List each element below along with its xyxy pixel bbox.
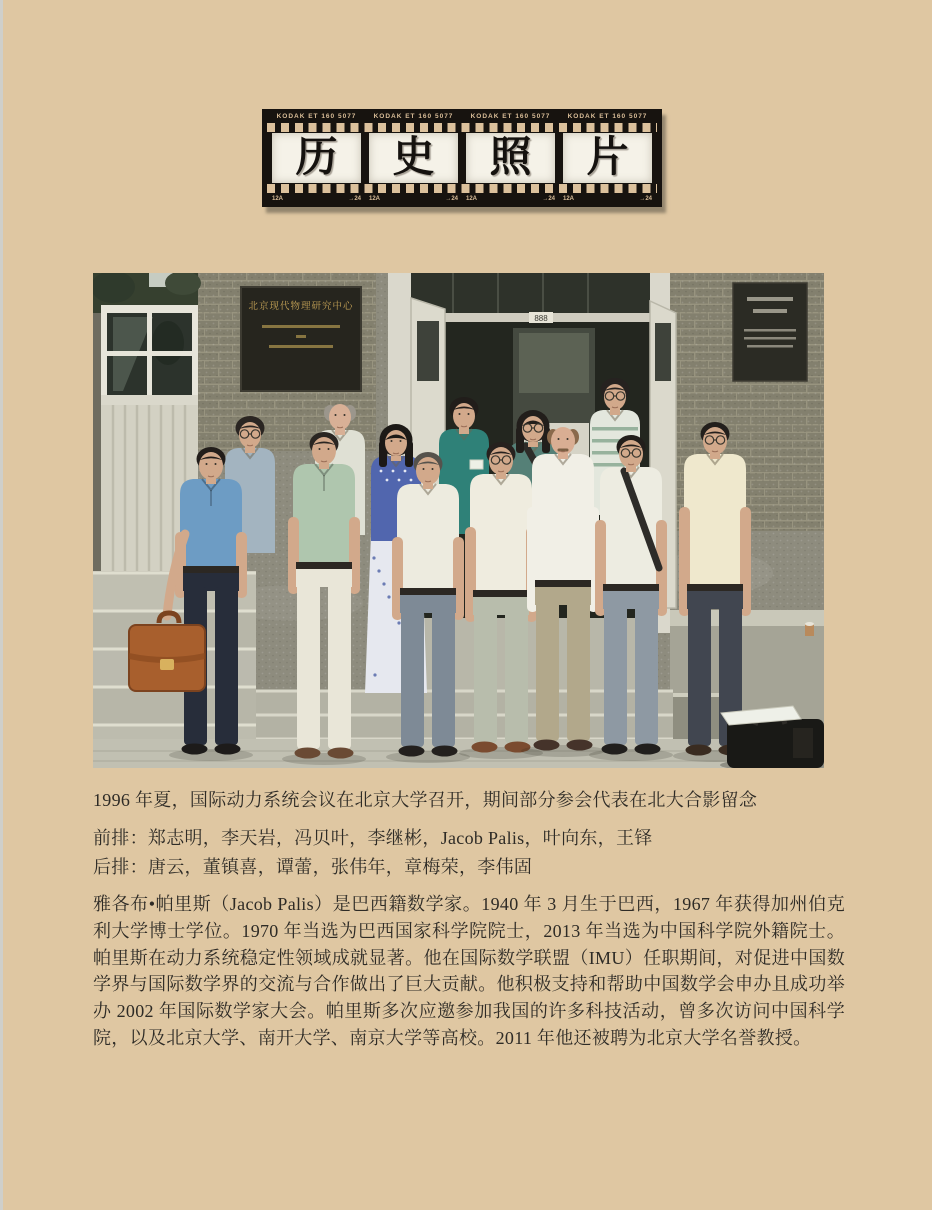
- edge-mark: →24: [542, 196, 555, 202]
- film-frame: [272, 133, 361, 183]
- film-sprocket-holes-bottom: [267, 184, 657, 193]
- name-list: [93, 824, 845, 881]
- film-frame: [563, 133, 652, 183]
- film-sprocket-holes-top: [267, 123, 657, 132]
- right-plaque: [733, 283, 807, 381]
- left-plaque: [241, 287, 361, 391]
- film-stock-label: KODAK ET 160 5077: [567, 113, 648, 120]
- photo-caption: 1996 年夏，国际动力系统会议在北京大学召开，期间部分参会代表在北大合影留念: [93, 790, 758, 810]
- film-frames: [262, 133, 662, 183]
- film-stock-label: KODAK ET 160 5077: [276, 113, 357, 120]
- edge-mark: 12A: [466, 196, 478, 202]
- front-row-names: 前排：郑志明，李天岩，冯贝叶，李继彬，Jacob Palis，叶向东，王铎: [93, 828, 653, 848]
- title-char: 历: [295, 135, 338, 181]
- edge-mark: →24: [348, 196, 361, 202]
- group-photo-scene: [93, 273, 824, 768]
- film-frame: [466, 133, 555, 183]
- edge-mark: →24: [445, 196, 458, 202]
- title-char: 史: [392, 135, 435, 181]
- back-row-names: 后排：唐云，董镇喜，谭蕾，张伟年，章梅荣，李伟固: [93, 856, 533, 877]
- film-frame: [369, 133, 458, 183]
- edge-mark: 12A: [272, 196, 284, 202]
- window-sill: [101, 395, 198, 405]
- film-edge-marks: [262, 194, 662, 205]
- paper-cup: [805, 622, 814, 636]
- film-stock-label: KODAK ET 160 5077: [373, 113, 454, 120]
- plaque-title: 北京现代物理研究中心: [248, 302, 354, 312]
- title-char: 片: [586, 135, 629, 181]
- title-char: 照: [489, 135, 532, 181]
- edge-mark: 12A: [563, 196, 575, 202]
- edge-mark: →24: [639, 196, 652, 202]
- film-stock-labels: [262, 111, 662, 122]
- film-strip-header: [262, 109, 662, 207]
- group-photo: [93, 273, 824, 768]
- edge-mark: 12A: [369, 196, 381, 202]
- door-number: 888: [534, 314, 548, 323]
- biography-paragraph: 雅各布•帕里斯（Jacob Palis）是巴西籍数学家。1940 年 3 月生于巴西，1967 年获得加州伯克利大学博士学位。1970 年当选为巴西国家科学院院士，2013 年当选为中国科学院外籍院士。帕里斯在动力系统稳定性领域成就显著。他在国际数学联盟（IMU）任职期间，对促进中国数学界与国际数学界的交流与合作做出了巨大贡献。他积极支持和帮助中国数学会申办且成功举办 2002 年国际数学家大会。帕里斯多次应邀参加我国的许多科技活动，曾多次访问中国科学院，以及北京大学、南开大学、南京大学等高校。2011 年他还被聘为北京大学名誉教授。: [93, 894, 845, 1048]
- film-stock-label: KODAK ET 160 5077: [470, 113, 551, 120]
